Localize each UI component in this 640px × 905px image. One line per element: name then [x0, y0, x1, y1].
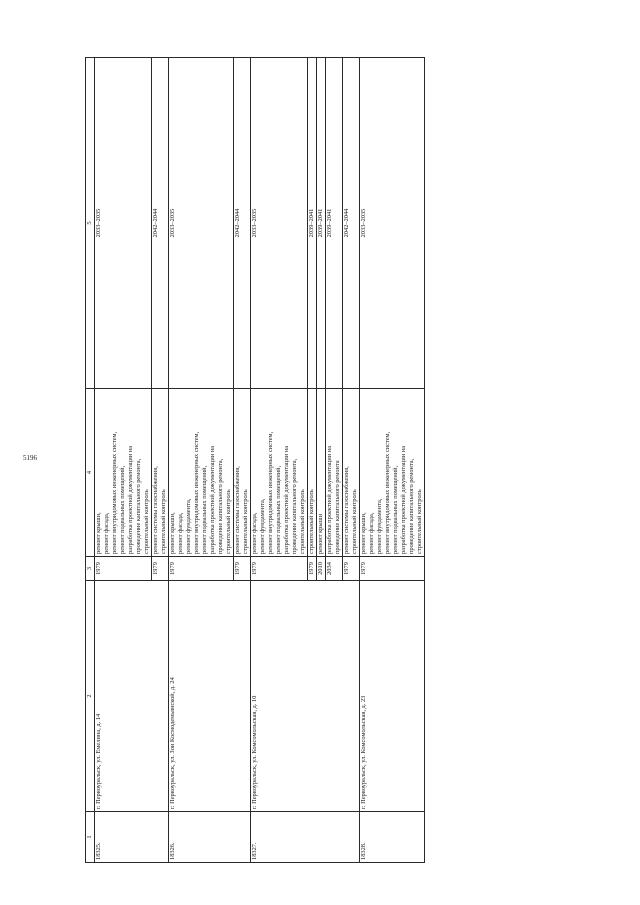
year-cell: 2010	[317, 557, 326, 581]
header-cell-3: 3	[86, 557, 95, 581]
work-item: ремонт системы газоснабжения,	[343, 466, 350, 554]
work-item: разработка проектной документации на	[283, 445, 290, 554]
row-number-cell: 18326.	[169, 812, 251, 863]
work-item: ремонт фасада,	[103, 512, 110, 554]
work-item: ремонт подвальных помещений,	[275, 465, 282, 554]
header-cell-5: 5	[86, 58, 95, 389]
period-cell: 2042–2044	[234, 58, 251, 389]
work-item: ремонт крыши	[317, 513, 324, 554]
period-cell: 2033–2035	[251, 58, 308, 389]
work-item: строительный контроль	[299, 489, 306, 554]
works-cell	[169, 389, 234, 557]
year-cell: 1979	[251, 557, 308, 581]
table-row	[95, 58, 152, 863]
work-item: проведение капитального ремонта	[334, 460, 341, 554]
address-cell: г. Первоуральск, ул. Комсомольская, д. 10	[251, 581, 360, 812]
period-cell: 2033–2035	[360, 58, 425, 389]
work-item: строительный контроль	[160, 489, 167, 554]
works-cell	[360, 389, 425, 557]
work-item: ремонт системы газоснабжения,	[152, 466, 159, 554]
header-row	[86, 58, 95, 863]
works-cell	[343, 389, 360, 557]
period-cell: 2042–2044	[152, 58, 169, 389]
year-cell: 1979	[152, 557, 169, 581]
header-cell-2: 2	[86, 581, 95, 812]
year-cell: 1979	[308, 557, 317, 581]
works-cell	[152, 389, 169, 557]
header-cell-1: 1	[86, 812, 95, 863]
year-cell: 1979	[169, 557, 234, 581]
row-number-cell: 18327.	[251, 812, 360, 863]
work-item: разработка проектной документации на	[326, 445, 333, 554]
table-row	[251, 58, 308, 863]
address-cell: г. Первоуральск, ул. Зои Космодемьянской, д. 24	[169, 581, 251, 812]
work-item: ремонт крыши,	[169, 512, 176, 554]
year-cell: 1979	[360, 557, 425, 581]
work-item: проведение капитального ремонта,	[291, 458, 298, 554]
year-cell: 1979	[343, 557, 360, 581]
year-cell: 1979	[95, 557, 152, 581]
page-number: 5196	[23, 454, 37, 462]
rotated-sheet	[85, 83, 604, 863]
capital-repair-table	[85, 57, 425, 863]
work-item: ремонт подвальных помещений,	[201, 465, 208, 554]
work-item: разработка проектной документации на	[209, 445, 216, 554]
work-item: ремонт внутридомовых инженерных систем,	[384, 431, 391, 554]
work-item: проведение капитального ремонта,	[408, 458, 415, 554]
address-cell: г. Первоуральск, ул. Комсомольская, д. 23	[360, 581, 425, 812]
work-item: строительный контроль	[242, 489, 249, 554]
work-item: проведение капитального ремонта,	[217, 458, 224, 554]
work-item: ремонт внутридомовых инженерных систем,	[267, 431, 274, 554]
work-item: строительный контроль	[308, 489, 315, 554]
work-item: строительный контроль	[143, 489, 150, 554]
work-item: строительный контроль	[416, 489, 423, 554]
work-item: ремонт фундамента,	[259, 498, 266, 554]
works-cell	[317, 389, 326, 557]
year-cell: 2034	[326, 557, 343, 581]
row-number-cell: 18325.	[95, 812, 169, 863]
work-item: ремонт подвальных помещений,	[392, 465, 399, 554]
row-number-cell: 18328.	[360, 812, 425, 863]
year-cell: 1979	[234, 557, 251, 581]
work-item: ремонт подвальных помещений,	[119, 465, 126, 554]
work-item: разработка проектной документации на	[400, 445, 407, 554]
work-item: ремонт крыши,	[360, 512, 367, 554]
works-cell	[234, 389, 251, 557]
work-item: ремонт крыши,	[95, 512, 102, 554]
work-item: ремонт фундамента,	[185, 498, 192, 554]
work-item: ремонт внутридомовых инженерных систем,	[111, 431, 118, 554]
work-item: ремонт фасада,	[177, 512, 184, 554]
works-cell	[326, 389, 343, 557]
period-cell: 2039–2041	[326, 58, 343, 389]
period-cell: 2039–2041	[308, 58, 317, 389]
work-item: ремонт системы газоснабжения,	[234, 466, 241, 554]
work-item: ремонт фасада,	[368, 512, 375, 554]
work-item: разработка проектной документации на	[127, 445, 134, 554]
works-cell	[308, 389, 317, 557]
work-item: проведение капитального ремонта,	[135, 458, 142, 554]
period-cell: 2033–2035	[95, 58, 152, 389]
address-cell: г. Первоуральск, ул. Емелина, д. 14	[95, 581, 169, 812]
works-cell	[251, 389, 308, 557]
period-cell: 2039–2041	[317, 58, 326, 389]
work-item: ремонт фасада,	[251, 512, 258, 554]
header-cell-4: 4	[86, 389, 95, 557]
work-item: строительный контроль	[225, 489, 232, 554]
work-item: строительный контроль	[351, 489, 358, 554]
period-cell: 2033–2035	[169, 58, 234, 389]
table-row	[360, 58, 425, 863]
table-row	[169, 58, 234, 863]
work-item: ремонт фундамента,	[376, 498, 383, 554]
period-cell: 2042–2044	[343, 58, 360, 389]
works-cell	[95, 389, 152, 557]
work-item: ремонт внутридомовых инженерных систем,	[193, 431, 200, 554]
